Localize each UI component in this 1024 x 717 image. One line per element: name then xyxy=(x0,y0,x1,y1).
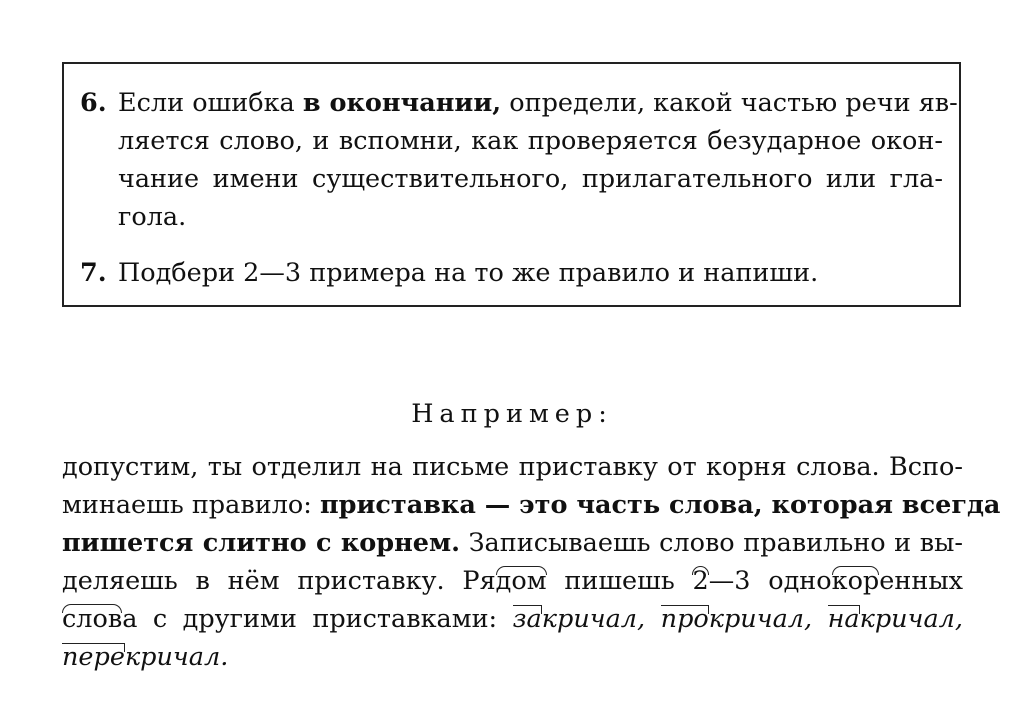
prefix-mark xyxy=(513,605,542,614)
root-text: слов xyxy=(62,604,123,634)
prefix-marked xyxy=(513,600,542,638)
example-line xyxy=(62,600,963,638)
root-marked-fragment xyxy=(832,562,880,600)
rule-number: 6. xyxy=(80,88,107,118)
example-text: енных xyxy=(879,566,964,596)
root-marked-fragment xyxy=(692,562,708,600)
root-marked-fragment xyxy=(62,600,122,638)
rule-statement-bold: приставка — это часть слова, которая всегда xyxy=(319,490,1001,520)
rule-line-bold: в окончании, xyxy=(302,88,502,118)
rule-statement-bold: пишется слитно с корнем. xyxy=(62,528,461,558)
prefix-marked xyxy=(62,638,125,676)
word-rest: кричал, xyxy=(708,604,813,634)
root-text: дом xyxy=(495,566,547,596)
example-text: —3 одно xyxy=(708,566,832,596)
root-arc-mark xyxy=(832,566,880,575)
prefix-marked xyxy=(661,600,709,638)
root-arc-mark xyxy=(692,566,708,575)
prefix-text: про xyxy=(660,604,709,634)
rule-line-text: ляется слово, и вспомни, как проверяется безударное окон- xyxy=(118,126,943,156)
root-text: кор xyxy=(831,566,880,596)
rule-text xyxy=(118,254,943,292)
root-arc-mark xyxy=(496,566,547,575)
example-word xyxy=(513,600,646,638)
rule-number: 7. xyxy=(80,258,107,288)
rule-line-text: определи, какой частью речи яв- xyxy=(501,88,958,118)
rule-line-text: Подбери 2—3 примера на то же правило и напиши. xyxy=(118,258,819,288)
root-text: 2 xyxy=(692,566,709,596)
word-rest: кричал, xyxy=(541,604,646,634)
example-line xyxy=(62,638,963,676)
rule-6 xyxy=(80,84,958,236)
rule-text xyxy=(118,84,958,236)
rule-7 xyxy=(80,254,943,292)
prefix-mark xyxy=(661,605,709,614)
example-word xyxy=(828,600,963,638)
rule-line xyxy=(118,122,943,160)
rules-box xyxy=(62,62,961,307)
example-text: минаешь правило: xyxy=(62,490,320,520)
prefix-text: пере xyxy=(62,642,125,672)
rule-line xyxy=(118,198,943,236)
prefix-marked xyxy=(828,600,860,638)
word-rest: кричал. xyxy=(124,642,229,672)
prefix-text: за xyxy=(512,604,542,634)
example-text: деляешь в нём приставку. Ря xyxy=(62,566,496,596)
word-rest: кричал, xyxy=(859,604,964,634)
example-text: а с другими приставками: xyxy=(122,604,513,634)
prefix-mark xyxy=(62,643,125,652)
root-marked-fragment xyxy=(496,562,547,600)
root-arc-mark xyxy=(62,604,122,613)
example-line xyxy=(62,486,1001,524)
example-text: Записываешь слово правильно и вы- xyxy=(460,528,963,558)
rule-line-text: чание имени существительного, прилагательного или гла- xyxy=(118,164,943,194)
example-line xyxy=(62,524,963,562)
example-word xyxy=(62,638,228,676)
rule-line-text: гола. xyxy=(118,202,187,232)
rule-line xyxy=(118,84,958,122)
rule-line xyxy=(118,160,943,198)
rule-line-text: Если ошибка xyxy=(118,88,303,118)
example-line xyxy=(62,562,963,600)
example-body xyxy=(62,448,1001,676)
example-line xyxy=(62,448,963,486)
example-text: допустим, ты отделил на письме приставку от корня слова. Вспо- xyxy=(62,452,963,482)
prefix-mark xyxy=(828,605,860,614)
prefix-text: на xyxy=(827,604,860,634)
example-text: пишешь xyxy=(546,566,693,596)
example-heading: Например: xyxy=(411,399,613,429)
example-word xyxy=(661,600,813,638)
rule-line xyxy=(118,254,943,292)
